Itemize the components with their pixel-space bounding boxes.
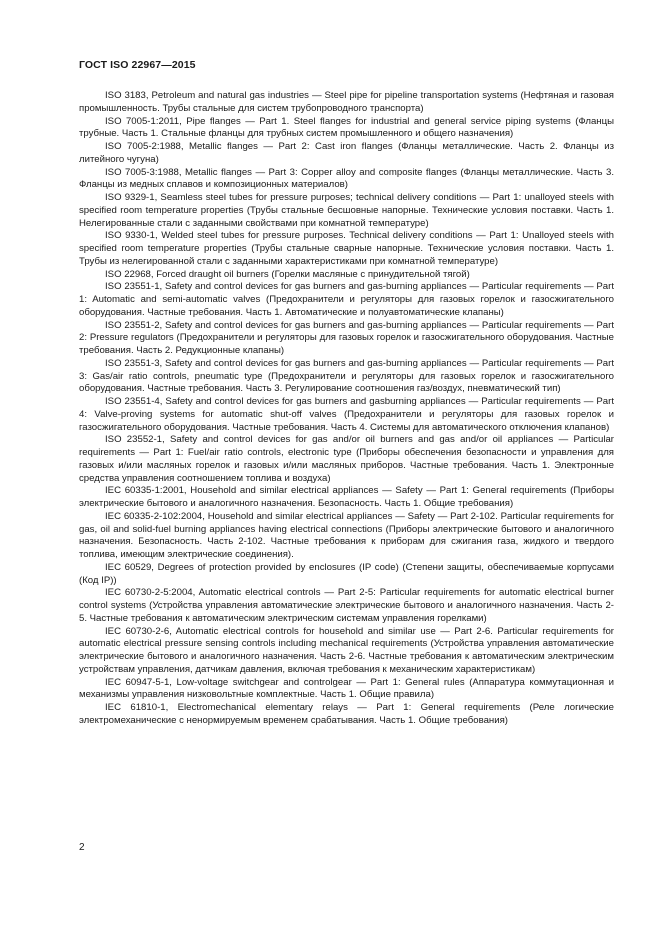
normative-references-list [79, 90, 614, 728]
reference-entry-iso-9329-1: ISO 9329-1, Seamless steel tubes for pressure purposes; technical delivery conditions — Part 1: unalloyed steels with specified room temperature properties (Трубы стальные бесшовные напорные. Технические условия поставки. Часть 1. Нелегированные стали с заданными свойствами при комнатной температуре) [79, 192, 614, 229]
reference-entry-iec-60335-2-102: IEC 60335-2-102:2004, Household and similar electrical appliances — Safety — Part 2-102. Particular requirements for gas, oil and solid-fuel burning appliances having electrical connections (Приборы электрические бытового и аналогичного назначения. Безопасность. Часть 2-102. Частные требования к приборам для сжигания газа, жидкого и твердого топлива, имеющим электрические соединения). [79, 510, 614, 560]
reference-entry-iso-23551-2: ISO 23551-2, Safety and control devices for gas burners and gas-burning appliances — Particular requirements — Part 2: Pressure regulators (Предохранители и регуляторы для газовых горелок и газосжигательного оборудования. Частные требования. Часть 2. Редукционные клапаны) [79, 319, 614, 356]
page-number: 2 [79, 842, 85, 853]
reference-entry-iso-23551-1: ISO 23551-1, Safety and control devices for gas burners and gas-burning appliances — Particular requirements — Part 1: Automatic and semi-automatic valves (Предохранители и регуляторы для газовых горелок и газосжигательного оборудования. Частные требования. Часть 1. Автоматические и полуавтоматические клапаны) [79, 281, 614, 318]
reference-entry-iec-60529: IEC 60529, Degrees of protection provided by enclosures (IP code) (Степени защиты, обеспечиваемые корпусами (Код IP)) [79, 561, 614, 586]
reference-entry-iec-60335-1: IEC 60335-1:2001, Household and similar electrical appliances — Safety — Part 1: General requirements (Приборы электрические бытового и аналогичного назначения. Безопасность. Часть 1. Общие требования) [79, 485, 614, 509]
reference-entry-iec-61810-1: IEC 61810-1, Electromechanical elementary relays — Part 1: General requirements (Реле логические электромеханические с ненормируемым временем срабатывания. Часть 1. Общие требования) [79, 702, 614, 726]
reference-entry-iso-7005-2: ISO 7005-2:1988, Metallic flanges — Part 2: Cast iron flanges (Фланцы металлические. Часть 2. Фланцы из литейного чугуна) [79, 141, 614, 165]
reference-entry-iso-23552-1: ISO 23552-1, Safety and control devices for gas and/or oil burners and gas and/or oil appliances — Particular requirements — Part 1: Fuel/air ratio controls, electronic type (Приборы обеспечения безопасности и управления для газовых и/или масляных горелок и газовых и/или масляных приборов. Частные требования. Часть 1. Электронные средства управления соотношением топлива и воздуха) [79, 434, 614, 484]
reference-entry-iso-23551-3: ISO 23551-3, Safety and control devices for gas burners and gas-burning appliances — Particular requirements — Part 3: Gas/air ratio controls, pneumatic type (Предохранители и регуляторы для газовых горелок и газосжигательного оборудования. Частные требования. Часть 3. Регулирование соотношения газ/воздух, пневматический тип) [79, 357, 614, 395]
reference-entry-iso-3183: ISO 3183, Petroleum and natural gas industries — Steel pipe for pipeline transportation systems (Нефтяная и газовая промышленность. Трубы стальные для систем трубопроводного транспорта) [79, 90, 614, 114]
reference-entry-iec-60730-2-5: IEC 60730-2-5:2004, Automatic electrical controls — Part 2-5: Particular requirements for automatic electrical burner control systems (Устройства управления автоматические электрические бытового и аналогичного назначения. Часть 2-5. Частные требования к автоматическим электрическим системам управления горелками) [79, 587, 614, 624]
reference-entry-iso-7005-1: ISO 7005-1:2011, Pipe flanges — Part 1. Steel flanges for industrial and general service piping systems (Фланцы трубные. Часть 1. Стальные фланцы для трубных систем промышленного и общего назначения) [79, 115, 614, 140]
reference-entry-iec-60730-2-6: IEC 60730-2-6, Automatic electrical controls for household and similar use — Part 2-6. Particular requirements for automatic electrical pressure sensing controls including mechanical requirements (Устройства управления автоматические электрические бытового и аналогичного назначения. Часть 2-6. Частные требования к автоматическим электрическим устройствам управления, датчикам давления, включая требования к механическим характеристикам) [79, 625, 614, 675]
reference-entry-iec-60947-5-1: IEC 60947-5-1, Low-voltage switchgear and controlgear — Part 1: General rules (Аппаратура коммутационная и механизмы управления низковольтные комплектные. Часть 1. Общие правила) [79, 676, 614, 701]
reference-entry-iso-7005-3: ISO 7005-3:1988, Metallic flanges — Part 3: Copper alloy and composite flanges (Фланцы металлические. Часть 3. Фланцы из медных сплавов и композиционных материалов) [79, 166, 614, 191]
reference-entry-iso-23551-4: ISO 23551-4, Safety and control devices for gas burners and gasburning appliances — Particular requirements — Part 4: Valve-proving systems for automatic shut-off valves (Предохранители и регуляторы для газовых горелок и газосжигательного оборудования. Частные требования. Часть 4. Системы для автоматического отключения клапанов) [79, 396, 614, 433]
reference-entry-iso-9330-1: ISO 9330-1, Welded steel tubes for pressure purposes. Technical delivery conditions — Part 1: Unalloyed steels with specified room temperature properties (Трубы стальные сварные напорные. Технические условия поставки. Часть 1. Трубы из нелегированной стали с заданными характеристиками при комнатной температуре) [79, 230, 614, 267]
standard-header: ГОСТ ISO 22967—2015 [79, 59, 196, 71]
reference-entry-iso-22968: ISO 22968, Forced draught oil burners (Горелки масляные с принудительной тягой) [105, 268, 470, 280]
